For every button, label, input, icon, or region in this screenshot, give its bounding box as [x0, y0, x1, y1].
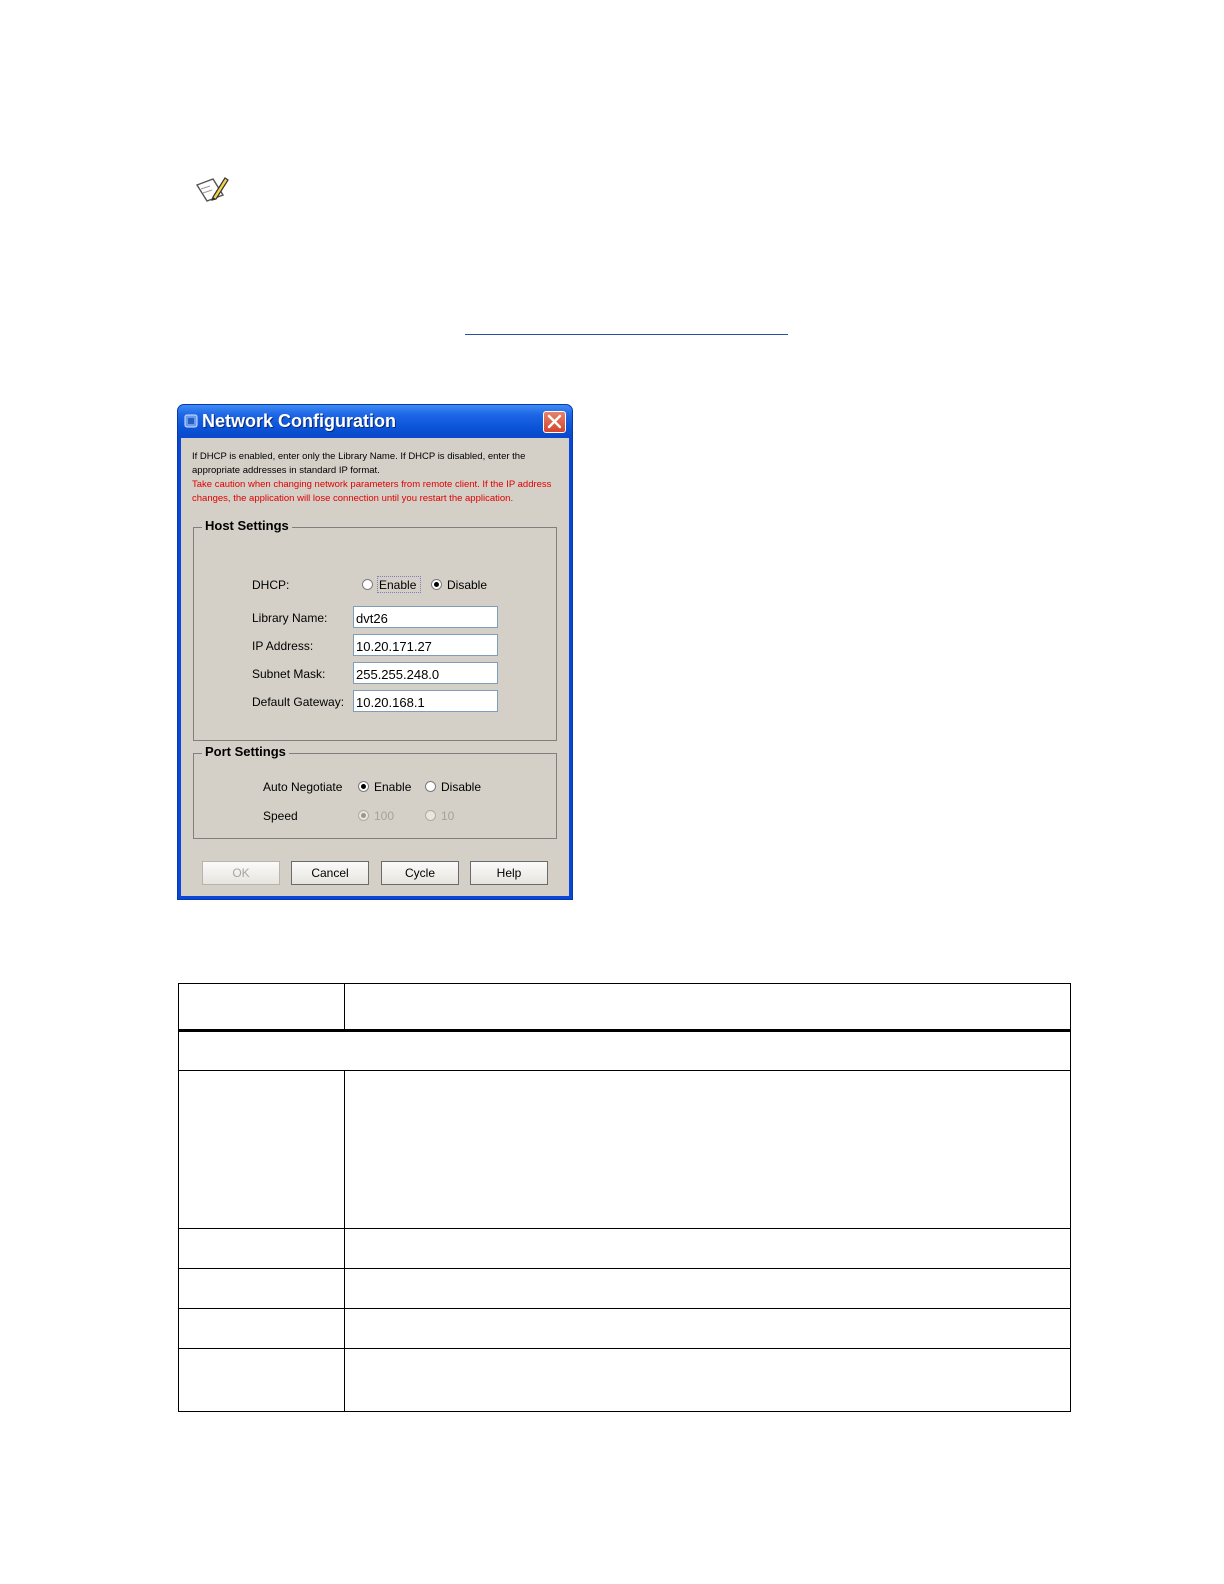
note-pencil-icon	[194, 173, 230, 207]
subnet-mask-label: Subnet Mask:	[252, 667, 326, 681]
network-configuration-dialog	[177, 404, 573, 900]
library-name-input[interactable]	[353, 606, 498, 628]
dhcp-enable-radio[interactable]	[362, 579, 373, 590]
table-column-divider	[344, 1071, 345, 1412]
table-row-rule	[178, 1348, 1071, 1349]
ip-address-input[interactable]	[353, 634, 498, 656]
table-header-rule	[178, 1029, 1071, 1032]
table-column-divider-header	[344, 983, 345, 1030]
auto-negotiate-disable-label[interactable]: Disable	[441, 780, 482, 794]
cancel-button[interactable]: Cancel	[291, 861, 369, 885]
dialog-title: Network Configuration	[202, 411, 396, 431]
table-border-top	[178, 983, 1071, 984]
app-icon	[184, 414, 198, 428]
dhcp-label: DHCP:	[252, 578, 290, 592]
default-gateway-label: Default Gateway:	[252, 695, 345, 709]
table-row-rule	[178, 1268, 1071, 1269]
speed-label: Speed	[263, 809, 298, 823]
cycle-button[interactable]: Cycle	[381, 861, 459, 885]
close-button[interactable]	[543, 411, 566, 433]
auto-negotiate-enable-radio[interactable]	[358, 781, 369, 792]
title-bar[interactable]	[178, 405, 572, 437]
instructions	[192, 450, 564, 506]
table-row-rule	[178, 1308, 1071, 1309]
subnet-mask-input[interactable]	[353, 662, 498, 684]
settings-table	[178, 983, 1071, 1412]
table-border-bottom	[178, 1411, 1071, 1412]
close-icon	[544, 412, 565, 432]
auto-negotiate-enable-label[interactable]: Enable	[374, 780, 412, 794]
hyperlink-underline[interactable]	[465, 334, 788, 335]
help-button[interactable]: Help	[470, 861, 548, 885]
default-gateway-input[interactable]	[353, 690, 498, 712]
dialog-body	[181, 438, 569, 896]
speed-100-label: 100	[374, 809, 395, 823]
dhcp-enable-label[interactable]: Enable	[379, 578, 417, 592]
host-settings-group	[193, 518, 557, 741]
dhcp-disable-radio[interactable]	[431, 579, 442, 590]
library-name-label: Library Name:	[252, 611, 328, 625]
ok-button[interactable]: OK	[202, 861, 280, 885]
table-row-rule	[178, 1070, 1071, 1071]
speed-10-label: 10	[441, 809, 455, 823]
warning-text: Take caution when changing network parameters from remote client. If the IP address changes, the application will lose connection until you restart the application.	[192, 479, 552, 504]
intro-text: If DHCP is enabled, enter only the Library Name. If DHCP is disabled, enter the appropriate addresses in standard IP format.	[192, 451, 526, 476]
speed-10-radio[interactable]	[425, 810, 436, 821]
table-row-rule	[178, 1228, 1071, 1229]
speed-100-radio[interactable]	[358, 810, 369, 821]
port-settings-title: Port Settings	[202, 744, 289, 759]
auto-negotiate-label: Auto Negotiate	[263, 780, 343, 794]
auto-negotiate-disable-radio[interactable]	[425, 781, 436, 792]
port-settings-group	[193, 744, 557, 839]
host-settings-title: Host Settings	[202, 518, 292, 533]
ip-address-label: IP Address:	[252, 639, 314, 653]
dhcp-disable-label[interactable]: Disable	[447, 578, 488, 592]
